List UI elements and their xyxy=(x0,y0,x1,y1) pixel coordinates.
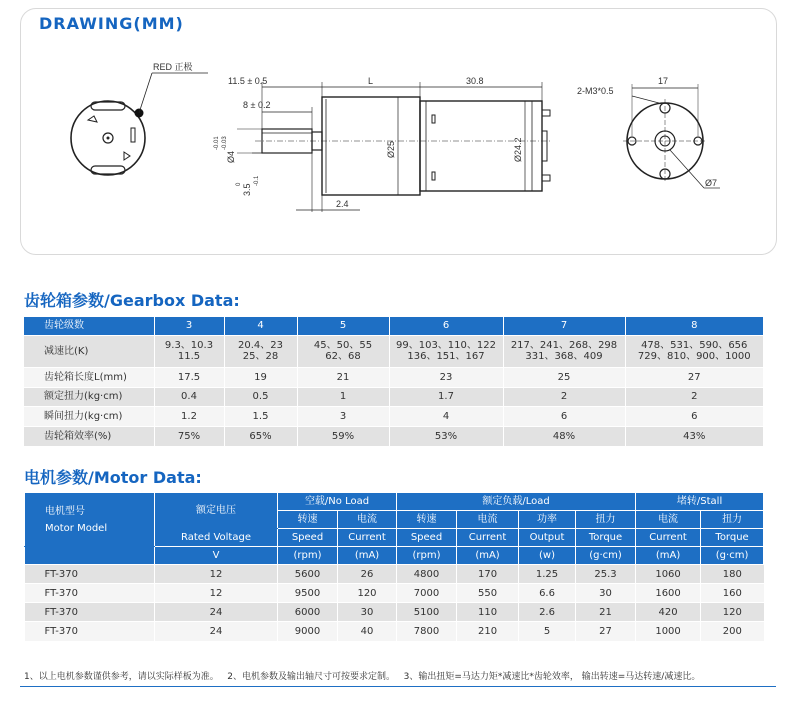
table-cell: 1.25 xyxy=(519,565,576,584)
unit-label: (rpm) xyxy=(397,547,457,565)
dim-hole-spacing: 17 xyxy=(658,76,669,86)
ratio-cell xyxy=(389,335,503,367)
table-cell: 21 xyxy=(576,603,636,622)
gear-stage-header: 齿轮级数 xyxy=(24,317,154,335)
stall-header: 堵转/Stall xyxy=(636,493,764,511)
table-cell: 17.5 xyxy=(154,367,224,387)
table-row xyxy=(24,387,763,406)
table-cell: 30 xyxy=(338,603,397,622)
table-cell: 1.7 xyxy=(389,387,503,406)
stage-header: 6 xyxy=(389,317,503,335)
motor-section-title: 电机参数/Motor Data: xyxy=(24,468,202,487)
dim-boss-diameter: Ø7 xyxy=(705,178,718,188)
red-terminal-label: RED 正极 xyxy=(153,62,193,72)
table-cell: 65% xyxy=(224,426,297,446)
rated-load-header: 额定负载/Load xyxy=(397,493,636,511)
ratio-cell xyxy=(503,335,625,367)
ratio-line: 331、368、409 xyxy=(525,351,603,362)
ratio-line: 478、531、590、656 xyxy=(641,340,748,351)
table-cell: 6000 xyxy=(278,603,338,622)
sub-header-en: Torque xyxy=(576,529,636,547)
table-row xyxy=(25,565,764,584)
ratio-cell xyxy=(297,335,389,367)
ratio-line: 20.4、23 xyxy=(238,340,283,351)
motor-model-header xyxy=(25,493,155,547)
table-cell: 1060 xyxy=(636,565,701,584)
rated-voltage-cn-header: 额定电压 xyxy=(155,493,278,529)
motor-group-header-row xyxy=(25,493,764,511)
voltage-unit: V xyxy=(155,547,278,565)
table-cell: 0.5 xyxy=(224,387,297,406)
sub-header-en: Current xyxy=(338,529,397,547)
sub-header-en: Current xyxy=(636,529,701,547)
table-cell: 75% xyxy=(154,426,224,446)
ratio-line: 217、241、268、298 xyxy=(510,340,618,351)
motor-unit-row xyxy=(25,547,764,565)
gearbox-table xyxy=(24,317,763,446)
stage-header: 8 xyxy=(625,317,763,335)
table-row xyxy=(24,367,763,387)
unit-label: (mA) xyxy=(457,547,519,565)
table-cell: 1600 xyxy=(636,584,701,603)
table-cell: 4 xyxy=(389,406,503,426)
table-cell: 4800 xyxy=(397,565,457,584)
row-label: 减速比(K) xyxy=(24,335,154,367)
table-cell: 7000 xyxy=(397,584,457,603)
table-cell: 5600 xyxy=(278,565,338,584)
motor-model-cn: 电机型号 xyxy=(45,505,85,517)
gearbox-header-row xyxy=(24,317,763,335)
table-cell: 12 xyxy=(155,584,278,603)
table-cell: 1.2 xyxy=(154,406,224,426)
sub-header-cn: 扭力 xyxy=(576,511,636,529)
table-cell: 5 xyxy=(519,622,576,641)
table-cell: 420 xyxy=(636,603,701,622)
model-cell: FT-370 xyxy=(25,565,155,584)
table-row xyxy=(25,603,764,622)
table-cell: 59% xyxy=(297,426,389,446)
row-label: 瞬间扭力(kg·cm) xyxy=(24,406,154,426)
sub-header-en: Speed xyxy=(397,529,457,547)
table-cell: 110 xyxy=(457,603,519,622)
no-load-header: 空载/No Load xyxy=(278,493,397,511)
front-end-view xyxy=(623,99,707,183)
table-cell: 27 xyxy=(576,622,636,641)
dim-gearbox-diameter: Ø25 xyxy=(386,140,396,158)
table-cell: 6 xyxy=(503,406,625,426)
sub-header-cn: 电流 xyxy=(457,511,519,529)
ratio-line: 25、28 xyxy=(242,351,279,362)
unit-label: (mA) xyxy=(338,547,397,565)
motor-table xyxy=(24,492,764,641)
table-cell: 120 xyxy=(338,584,397,603)
dim-shaft-diameter: Ø4 xyxy=(226,150,236,163)
row-label: 额定扭力(kg·cm) xyxy=(24,387,154,406)
table-cell: 19 xyxy=(224,367,297,387)
model-cell: FT-370 xyxy=(25,584,155,603)
sub-header-en: Current xyxy=(457,529,519,547)
table-row xyxy=(24,426,763,446)
table-cell: 170 xyxy=(457,565,519,584)
dim-mount-holes: 2-M3*0.5 xyxy=(577,86,614,96)
unit-label: (rpm) xyxy=(278,547,338,565)
table-cell: 40 xyxy=(338,622,397,641)
table-cell: 2.6 xyxy=(519,603,576,622)
ratio-line: 729、810、900、1000 xyxy=(637,351,751,362)
table-row xyxy=(24,335,763,367)
sub-header-cn: 转速 xyxy=(397,511,457,529)
table-cell: 1 xyxy=(297,387,389,406)
table-cell: 24 xyxy=(155,603,278,622)
footer-divider xyxy=(20,686,776,687)
sub-header-cn: 功率 xyxy=(519,511,576,529)
table-cell: 1000 xyxy=(636,622,701,641)
unit-label: (w) xyxy=(519,547,576,565)
row-label: 齿轮箱效率(%) xyxy=(24,426,154,446)
table-cell: 6 xyxy=(625,406,763,426)
row-label: 齿轮箱长度L(mm) xyxy=(24,367,154,387)
technical-drawing xyxy=(0,0,790,260)
dim-flat-depth: 3.5 xyxy=(242,183,252,196)
table-cell: 26 xyxy=(338,565,397,584)
table-row xyxy=(24,406,763,426)
sub-header-en: Output xyxy=(519,529,576,547)
stage-header: 7 xyxy=(503,317,625,335)
ratio-cell xyxy=(154,335,224,367)
table-cell: 200 xyxy=(701,622,764,641)
model-cell: FT-370 xyxy=(25,603,155,622)
sub-header-cn: 电流 xyxy=(338,511,397,529)
table-cell: 48% xyxy=(503,426,625,446)
dim-motor-length: 30.8 xyxy=(466,76,484,86)
sub-header-en: Torque xyxy=(701,529,764,547)
unit-label: (g·cm) xyxy=(576,547,636,565)
table-cell: 120 xyxy=(701,603,764,622)
table-cell: 25.3 xyxy=(576,565,636,584)
dim-motor-diameter: Ø24.2 xyxy=(513,137,523,162)
dim-gearbox-length: L xyxy=(368,76,374,86)
table-cell: 25 xyxy=(503,367,625,387)
ratio-line: 45、50、55 xyxy=(313,340,373,351)
rear-end-view xyxy=(71,101,145,175)
table-cell: 0.4 xyxy=(154,387,224,406)
gearbox-section-title: 齿轮箱参数/Gearbox Data: xyxy=(24,291,240,310)
sub-header-cn: 扭力 xyxy=(701,511,764,529)
table-cell: 53% xyxy=(389,426,503,446)
table-cell: 7800 xyxy=(397,622,457,641)
ratio-line: 9.3、10.3 xyxy=(164,340,214,351)
table-cell: 3 xyxy=(297,406,389,426)
table-cell: 21 xyxy=(297,367,389,387)
motor-model-unit-blank xyxy=(25,547,155,565)
dim-shaft-tol-top: -0.01 xyxy=(214,136,220,150)
table-cell: 1.5 xyxy=(224,406,297,426)
table-cell: 160 xyxy=(701,584,764,603)
table-cell: 6.6 xyxy=(519,584,576,603)
model-cell: FT-370 xyxy=(25,622,155,641)
table-cell: 43% xyxy=(625,426,763,446)
stage-header: 5 xyxy=(297,317,389,335)
dim-flat-length: 8 ± 0.2 xyxy=(243,100,271,110)
ratio-line: 99、103、110、122 xyxy=(396,340,496,351)
table-cell: 9000 xyxy=(278,622,338,641)
drawing-title: DRAWING(MM) xyxy=(33,14,190,33)
unit-label: (mA) xyxy=(636,547,701,565)
dim-collar-width: 2.4 xyxy=(336,199,349,209)
stage-header: 4 xyxy=(224,317,297,335)
ratio-line: 136、151、167 xyxy=(407,351,485,362)
table-cell: 180 xyxy=(701,565,764,584)
table-cell: 30 xyxy=(576,584,636,603)
stage-header: 3 xyxy=(154,317,224,335)
dim-flat-tol-top: 0 xyxy=(236,182,242,186)
table-cell: 9500 xyxy=(278,584,338,603)
footnote: 1、以上电机参数谨供参考，请以实际样板为准。 2、电机参数及输出轴尺寸可按要求定制。 3、输出扭矩=马达力矩*减速比*齿轮效率， 输出转速=马达转速/减速比。 xyxy=(24,672,701,682)
unit-label: (g·cm) xyxy=(701,547,764,565)
rated-voltage-en-header: Rated Voltage xyxy=(155,529,278,547)
ratio-line: 11.5 xyxy=(177,351,201,362)
table-cell: 12 xyxy=(155,565,278,584)
table-cell: 2 xyxy=(625,387,763,406)
table-row xyxy=(25,584,764,603)
dim-shaft-length: 11.5 ± 0.5 xyxy=(228,76,268,86)
sub-header-cn: 转速 xyxy=(278,511,338,529)
table-cell: 24 xyxy=(155,622,278,641)
ratio-cell xyxy=(625,335,763,367)
motor-model-en: Motor Model xyxy=(45,522,108,534)
table-cell: 2 xyxy=(503,387,625,406)
table-cell: 23 xyxy=(389,367,503,387)
table-row xyxy=(25,622,764,641)
table-cell: 550 xyxy=(457,584,519,603)
table-cell: 5100 xyxy=(397,603,457,622)
sub-header-cn: 电流 xyxy=(636,511,701,529)
ratio-cell xyxy=(224,335,297,367)
table-cell: 210 xyxy=(457,622,519,641)
dim-shaft-tol-bottom: -0.03 xyxy=(222,136,228,150)
ratio-line: 62、68 xyxy=(325,351,361,362)
sub-header-en: Speed xyxy=(278,529,338,547)
dim-flat-tol-bottom: -0.1 xyxy=(254,175,260,186)
table-cell: 27 xyxy=(625,367,763,387)
